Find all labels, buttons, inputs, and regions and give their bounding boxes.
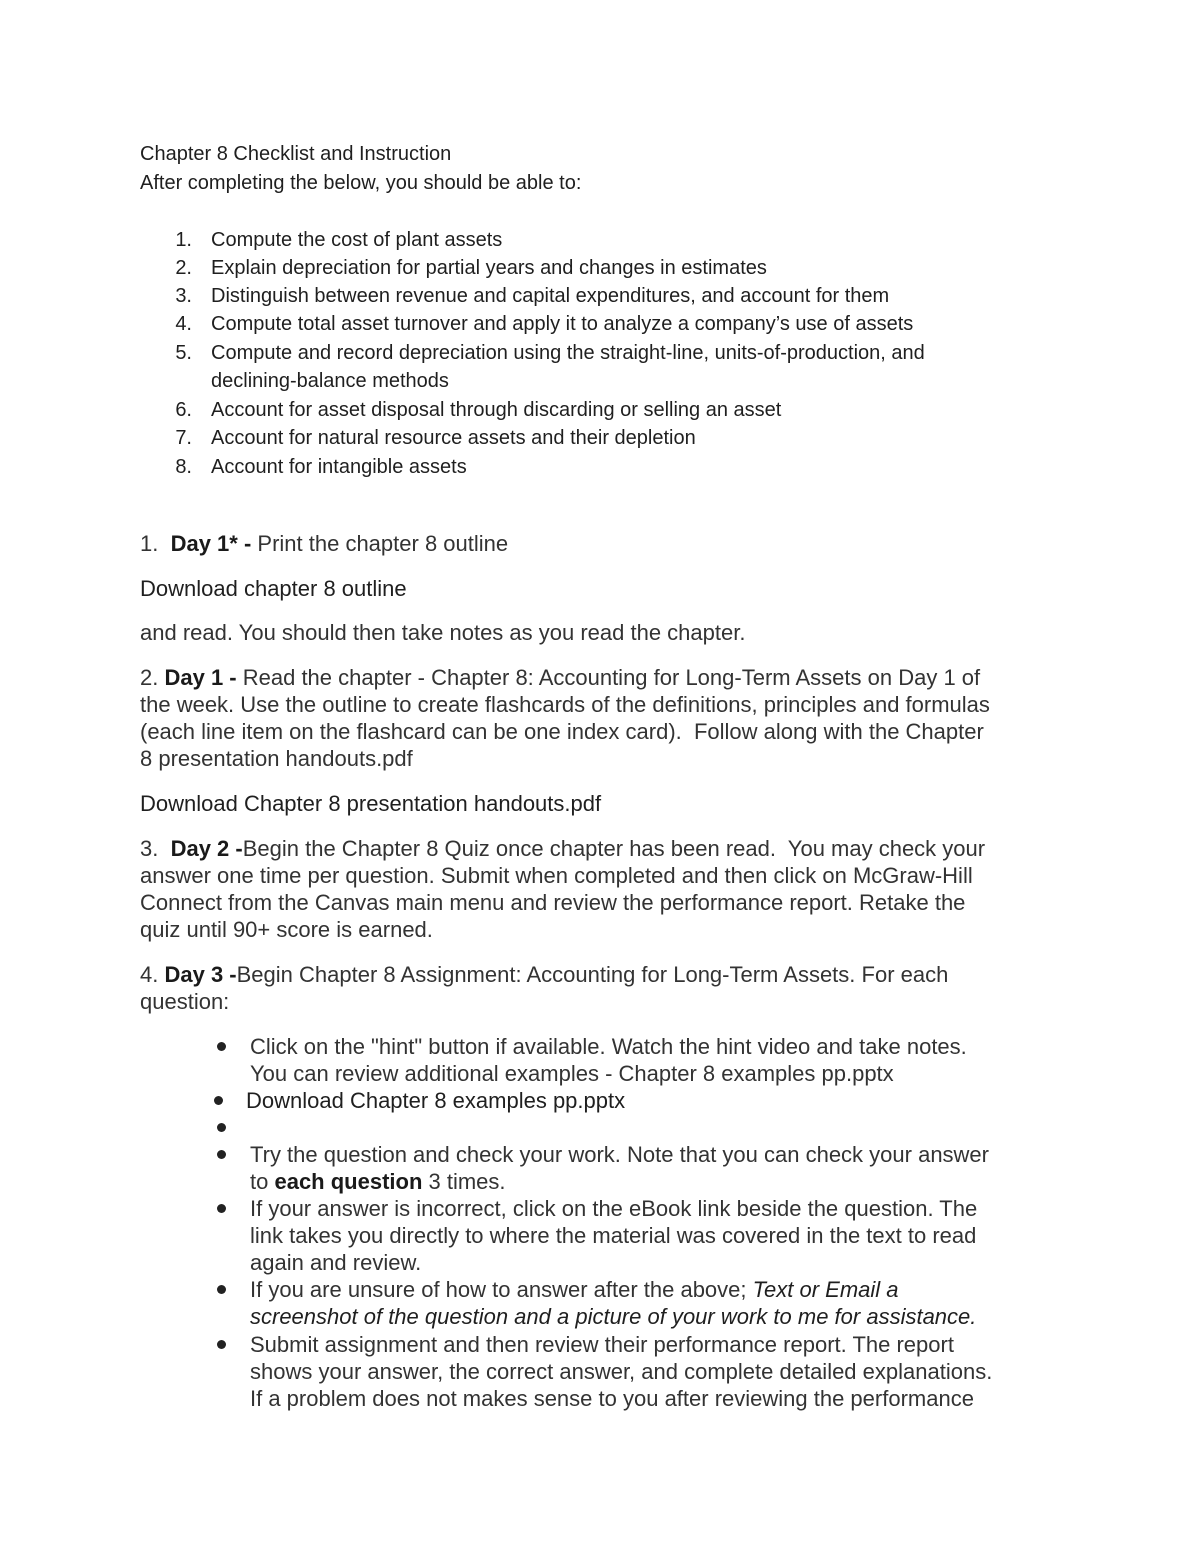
objective-number: 7. [175,427,192,449]
bullet-text [250,1168,506,1195]
step-3-text-line: quiz until 90+ score is earned. [140,917,433,942]
bullet-dot [214,1096,223,1105]
download-outline-link[interactable]: Download chapter 8 outline [140,576,407,601]
objective-text-continued: declining-balance methods [211,370,449,392]
bullet-text: If a problem does not makes sense to you after reviewing the performance [250,1386,974,1411]
objective-number: 1. [175,229,192,251]
bullet-text: Click on the "hint" button if available. Watch the hint video and take notes. [250,1034,967,1059]
step-text: Begin Chapter 8 Assignment: Accounting for Long-Term Assets. For each [236,962,949,987]
step-number: 1. [140,531,171,556]
bullet-text: Try the question and check your work. Note that you can check your answer [250,1142,989,1167]
bullet-text-part: If you are unsure of how to answer after the above; [250,1277,747,1302]
step-day-label: Day 1* - [170,531,258,556]
assistance-link-continued[interactable]: screenshot of the question and a picture of your work to me for assistance. [250,1304,977,1329]
objective-text: Account for intangible assets [211,456,467,478]
objective-number: 3. [175,285,192,307]
objective-number: 6. [175,399,192,421]
step-4 [140,961,948,988]
step-1 [140,530,508,557]
bullet-text [250,1276,905,1303]
step-4-text-line: question: [140,989,230,1014]
objective-text: Compute the cost of plant assets [211,229,503,251]
step-text: Begin the Chapter 8 Quiz once chapter has been read. You may check your [242,836,986,861]
objective-text: Explain depreciation for partial years and changes in estimates [211,257,767,279]
bullet-text: link takes you directly to where the material was covered in the text to read [250,1223,977,1248]
step-day-label: Day 2 - [170,836,243,861]
bullet-text: shows your answer, the correct answer, and complete detailed explanations. [250,1359,993,1384]
bullet-dot [217,1123,226,1132]
step-2-text-line: 8 presentation handouts.pdf [140,746,413,771]
bullet-text: If your answer is incorrect, click on the eBook link beside the question. The [250,1196,978,1221]
objective-text: Compute and record depreciation using the straight-line, units-of-production, and [211,342,925,364]
assistance-link[interactable]: Text or Email a [746,1277,905,1302]
step-1-continued: and read. You should then take notes as you read the chapter. [140,620,746,645]
objective-text: Compute total asset turnover and apply it to analyze a company’s use of assets [211,313,914,335]
bullet-dot [217,1204,226,1213]
step-2-text-line: the week. Use the outline to create flashcards of the definitions, principles and formulas [140,692,990,717]
step-2 [140,664,980,691]
bullet-dot [217,1340,226,1349]
bullet-text: again and review. [250,1250,422,1275]
step-text: Read the chapter - Chapter 8: Accounting for Long-Term Assets on Day 1 of [242,665,981,690]
download-handouts-link[interactable]: Download Chapter 8 presentation handouts.pdf [140,791,602,816]
step-number: 4. [140,962,165,987]
objective-number: 5. [175,342,192,364]
objective-number: 2. [175,257,192,279]
objective-text: Account for natural resource assets and their depletion [211,427,696,449]
bullet-text-part: to [250,1169,275,1194]
objective-text: Account for asset disposal through discarding or selling an asset [211,399,782,421]
objective-number: 8. [175,456,192,478]
step-3 [140,835,985,862]
download-examples-link[interactable]: Download Chapter 8 examples pp.pptx [246,1088,626,1113]
step-2-text-line: (each line item on the flashcard can be one index card). Follow along with the Chapter [140,719,984,744]
objective-text: Distinguish between revenue and capital expenditures, and account for them [211,285,890,307]
bullet-text: You can review additional examples - Chapter 8 examples pp.pptx [250,1061,894,1086]
step-3-text-line: Connect from the Canvas main menu and review the performance report. Retake the [140,890,966,915]
step-day-label: Day 1 - [164,665,243,690]
intro-text: After completing the below, you should be able to: [140,172,582,194]
objective-number: 4. [175,313,192,335]
step-number: 2. [140,665,165,690]
document-title: Chapter 8 Checklist and Instruction [140,143,452,165]
step-3-text-line: answer one time per question. Submit when completed and then click on McGraw-Hill [140,863,973,888]
bullet-text: Submit assignment and then review their performance report. The report [250,1332,954,1357]
bullet-dot [217,1285,226,1294]
step-text: Print the chapter 8 outline [257,531,509,556]
step-day-label: Day 3 - [164,962,237,987]
bullet-dot [217,1150,226,1159]
bullet-emphasis: each question [274,1169,423,1194]
bullet-text-part: 3 times. [422,1169,506,1194]
bullet-dot [217,1042,226,1051]
step-number: 3. [140,836,171,861]
